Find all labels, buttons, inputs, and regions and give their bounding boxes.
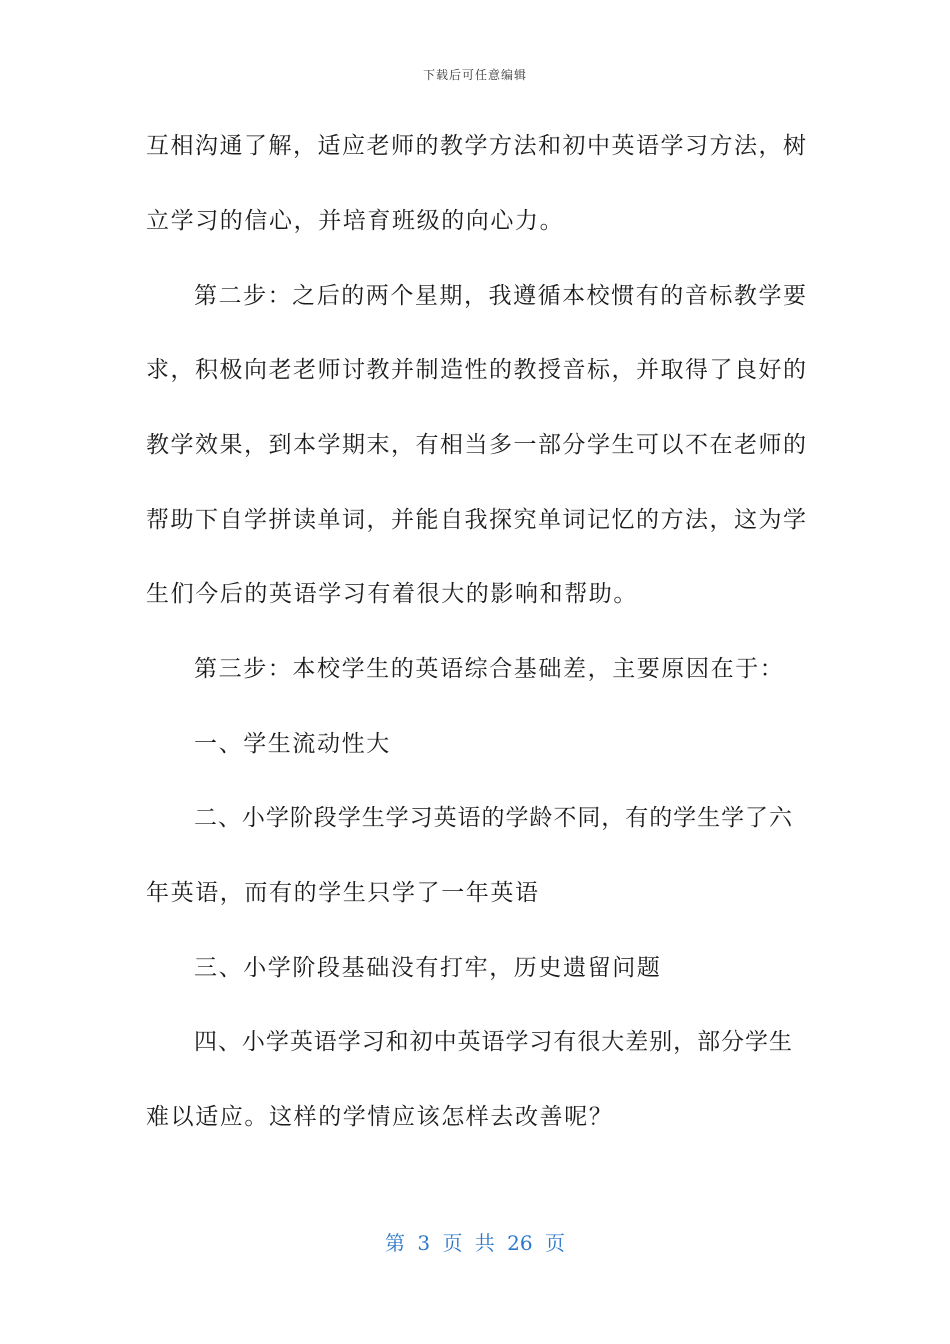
text-line: 年英语，而有的学生只学了一年英语 — [146, 880, 540, 906]
text-line: 第二步：之后的两个星期，我遵循本校惯有的音标教学要 — [194, 283, 806, 309]
text-line: 互相沟通了解，适应老师的教学方法和初中英语学习方法，树 — [146, 133, 806, 159]
text-line: 教学效果，到本学期末，有相当多一部分学生可以不在老师的 — [146, 432, 806, 458]
text-line: 一、学生流动性大 — [194, 731, 391, 757]
text-line: 立学习的信心，并培育班级的向心力。 — [146, 208, 565, 234]
text-line: 第三步：本校学生的英语综合基础差，主要原因在于： — [194, 656, 785, 682]
text-line: 四、小学英语学习和初中英语学习有很大差别，部分学生 — [194, 1029, 792, 1055]
text-line: 三、小学阶段基础没有打牢，历史遗留问题 — [194, 955, 662, 981]
text-line: 帮助下自学拼读单词，并能自我探究单词记忆的方法，这为学 — [146, 507, 806, 533]
text-line: 求，积极向老老师讨教并制造性的教授音标，并取得了良好的 — [146, 357, 806, 383]
text-line: 二、小学阶段学生学习英语的学龄不同，有的学生学了六 — [194, 805, 792, 831]
text-line: 生们今后的英语学习有着很大的影响和帮助。 — [146, 581, 638, 607]
page-number-footer: 第 3 页 共 26 页 — [385, 1231, 565, 1255]
text-line: 难以适应。这样的学情应该怎样去改善呢？ — [146, 1104, 614, 1130]
download-note: 下载后可任意编辑 — [422, 68, 527, 82]
